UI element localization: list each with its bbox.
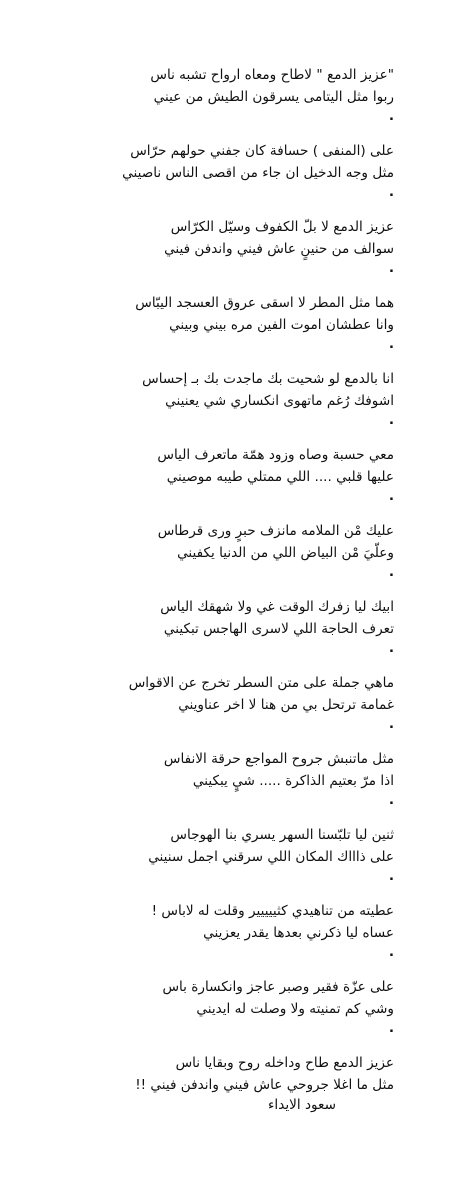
poem-line: اشوفك رُغم ماتهوى انكساري شي يعنيني <box>165 393 394 409</box>
poem-line: ربوا مثل اليتامى يسرقون الطيش من عيني <box>153 89 394 105</box>
poem-line: غمامة ترتحل بي من هنا لا اخر عناويني <box>178 697 394 713</box>
poem-line: عطيته من تناهيدي كثييييير وقلت له لاباس ! <box>151 903 394 919</box>
poem-line: مثل وجه الدخيل ان جاء من اقصى الناس ناصيني <box>122 165 394 181</box>
stanza-separator-dot: . <box>388 564 394 580</box>
poem-stanza <box>64 216 394 282</box>
poem-line: وانا عطشان اموت الفين مره بيني وبيني <box>169 317 394 333</box>
poem-line: هما مثل المطر لا اسقى عروق العسجد اليبّاس <box>135 295 394 311</box>
stanza-separator-dot: . <box>388 336 394 352</box>
poem-line: تعرف الحاجة اللي لاسرى الهاجس تبكيني <box>163 621 394 637</box>
poem-line: "عزيز الدمع " لاطاح ومعاه ارواح تشبه ناس <box>150 67 394 83</box>
stanza-separator-dot: . <box>388 260 394 276</box>
poem-line: ماهي جملة على متن السطر تخرج عن الاقواس <box>128 675 394 691</box>
stanza-separator-dot: . <box>388 1020 394 1036</box>
poem-stanza <box>64 64 394 130</box>
poem-line: معي حسبة وصاه وزود همّة ماتعرف الياس <box>157 447 394 463</box>
poem-line: على عزّة فقير وصبر عاجز وانكسارة باس <box>162 979 394 995</box>
stanza-separator-dot: . <box>388 640 394 656</box>
poem-line: مثل ما اغلا جروحي عاش فيني واندفن فيني !! <box>135 1077 394 1093</box>
final-stanza <box>64 1052 394 1114</box>
stanza-separator-dot: . <box>388 412 394 428</box>
poem-line: وشي كم تمنيته ولا وصلت له ايديني <box>196 1001 394 1017</box>
poem-line: اذا مرّ بعتيم الذاكرة ..... شيٍ يبكيني <box>192 773 394 789</box>
stanza-separator-dot: . <box>388 108 394 124</box>
poem-line: عليها قلبي .... اللي ممتلي طيبه موصيني <box>166 469 394 485</box>
author-signature: سعود الايداء <box>268 1097 336 1113</box>
poem-line: على ذاااك المكان اللي سرقني اجمل سنيني <box>148 849 394 865</box>
poem-line: عليك مْن الملامه مانزف حبرٍ ورى قرطاس <box>157 523 394 539</box>
poem-stanza <box>64 444 394 510</box>
poem-stanza <box>64 824 394 890</box>
poem-stanza <box>64 520 394 586</box>
poem-line: عساه ليا ذكرني بعدها يقدر يعزيني <box>203 925 394 941</box>
stanza-separator-dot: . <box>388 944 394 960</box>
poem-line: ابيك ليا زفرك الوقت غي ولا شهقك الياس <box>160 599 394 615</box>
poem-line: مثل ماتنبش جروح المواجع حرقة الانفاس <box>163 751 394 767</box>
stanza-separator-dot: . <box>388 716 394 732</box>
poem-stanza <box>64 368 394 434</box>
poem-body <box>64 64 394 1124</box>
poem-line: عزيز الدمع طاح وداخله روح وبقايا ناس <box>175 1055 394 1071</box>
poem-line: عزيز الدمع لا بلّ الكفوف وسيّل الكرّاس <box>170 219 394 235</box>
poem-line: انا بالدمع لو شحيت بك ماجدت بك بـ إحساس <box>142 371 394 387</box>
poem-stanza <box>64 596 394 662</box>
stanza-separator-dot: . <box>388 488 394 504</box>
poem-stanza <box>64 292 394 358</box>
poem-stanza <box>64 900 394 966</box>
stanza-separator-dot: . <box>388 792 394 808</box>
poem-line: وعلّيَ مْن البياض اللي من الدنيا يكفيني <box>177 545 394 561</box>
poem-line: على (المنفى ) حسافة كان جفني حولهم حرّاس <box>130 143 394 159</box>
stanza-separator-dot: . <box>388 868 394 884</box>
stanza-separator-dot: . <box>388 184 394 200</box>
poem-line: ثنين ليا تلبّسنا السهر يسري بنا الهوجاس <box>170 827 394 843</box>
poem-stanza <box>64 976 394 1042</box>
poem-stanza <box>64 748 394 814</box>
poem-stanza <box>64 672 394 738</box>
poem-line: سوالف من حنينٍ عاش فيني واندفن فيني <box>164 241 394 257</box>
poem-stanza <box>64 140 394 206</box>
